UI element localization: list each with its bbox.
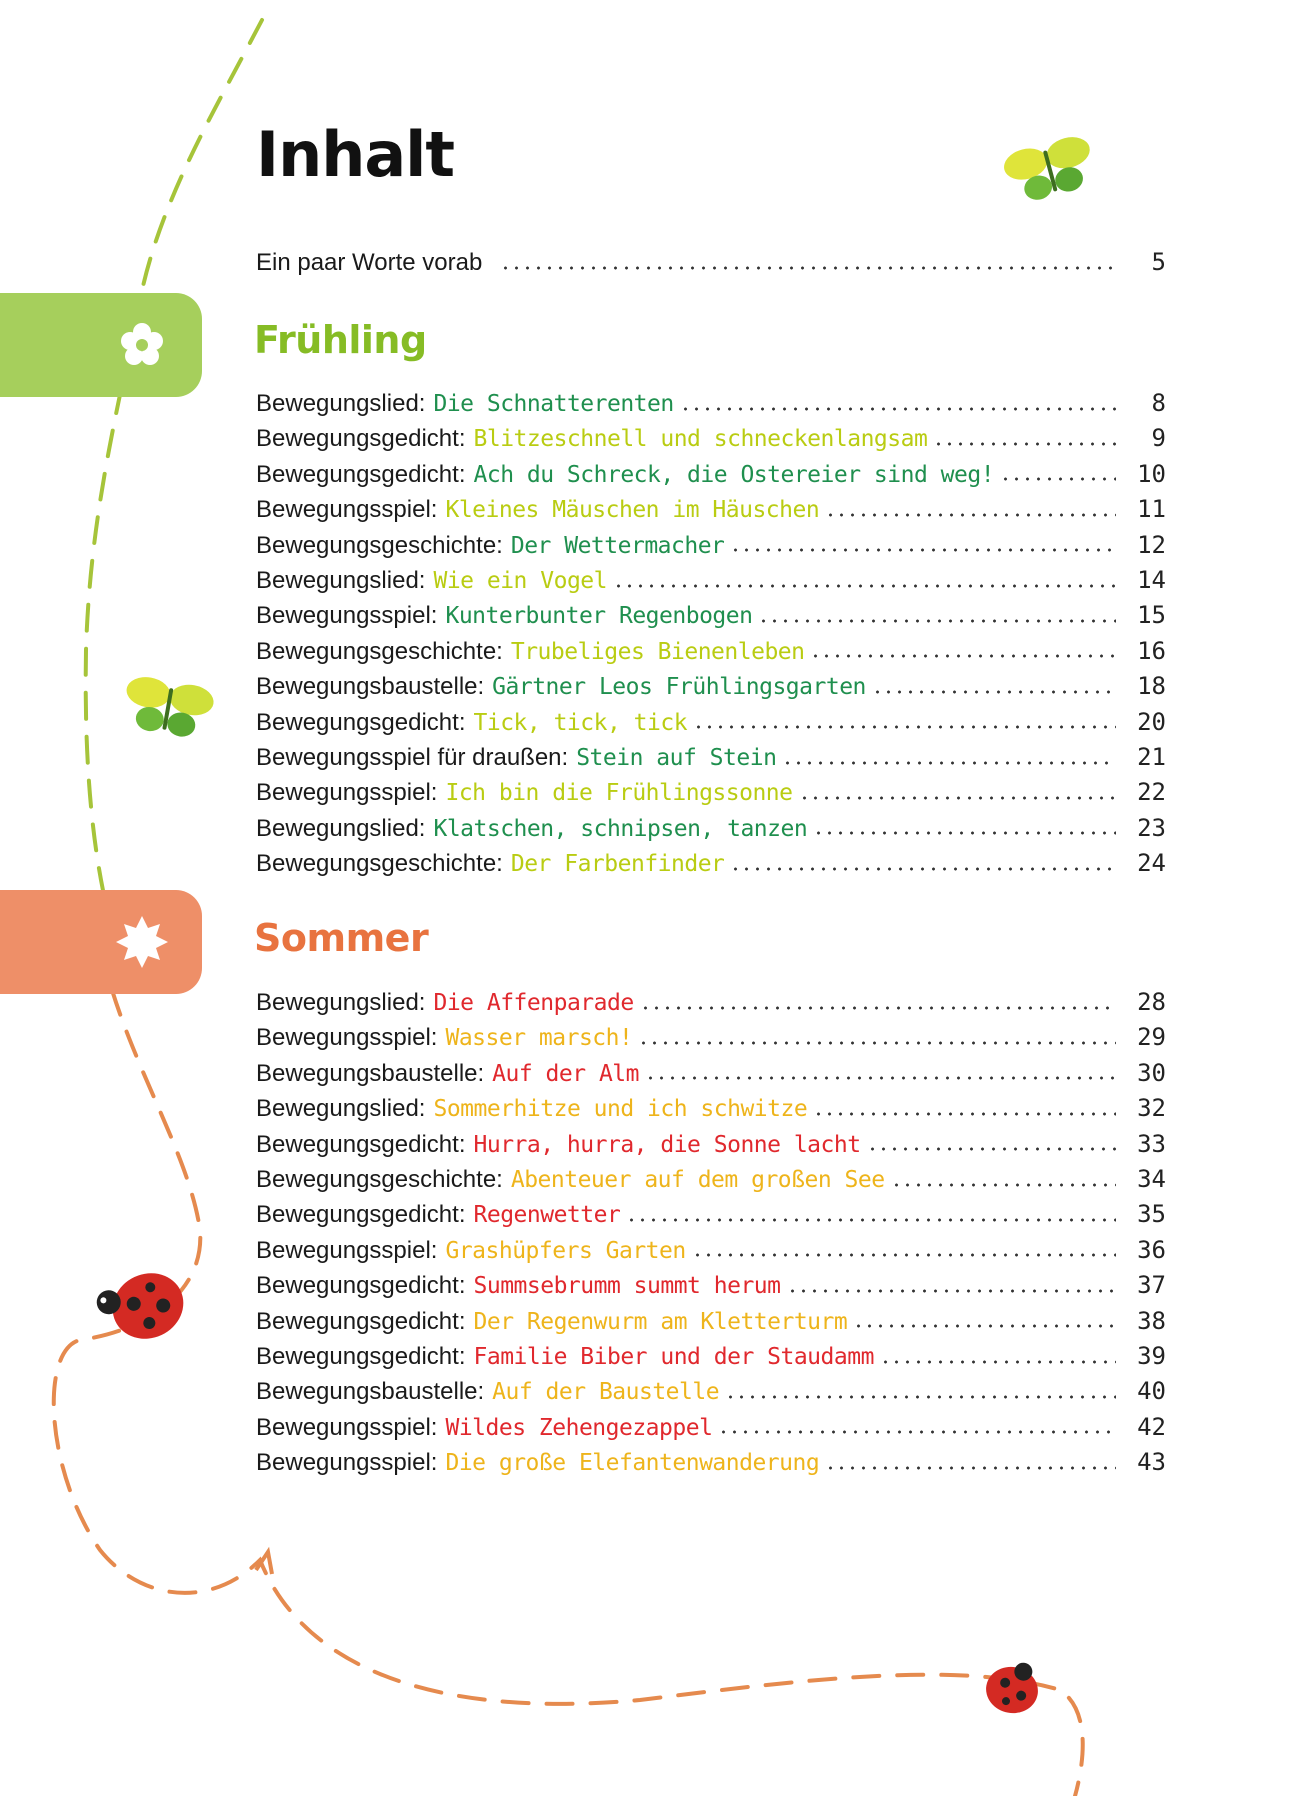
toc-separator: : xyxy=(430,602,438,630)
toc-separator: : xyxy=(430,1449,438,1477)
toc-category: Bewegungsspiel xyxy=(256,1413,431,1441)
toc-category: Bewegungsspiel xyxy=(256,496,431,524)
toc-page-number: 16 xyxy=(1137,636,1166,665)
toc-page-number: 38 xyxy=(1137,1306,1166,1335)
toc-row[interactable] xyxy=(256,1162,1166,1197)
toc-page-number: 34 xyxy=(1137,1165,1166,1193)
toc-title: Blitzeschnell und schneckenlangsam xyxy=(473,426,928,453)
toc-title: Grashüpfers Garten xyxy=(445,1237,686,1264)
toc-title: Klatschen, schnipsen, tanzen xyxy=(433,815,808,842)
toc-row[interactable] xyxy=(256,1127,1166,1162)
toc-title: Hurra, hurra, die Sonne lacht xyxy=(473,1131,861,1158)
toc-separator: : xyxy=(418,989,426,1016)
toc-title: Auf der Alm xyxy=(492,1060,639,1087)
dot-leader xyxy=(813,1111,1116,1117)
toc-title: Wildes Zehengezappel xyxy=(445,1414,713,1441)
toc-row[interactable] xyxy=(256,492,1166,527)
toc-page-number: 8 xyxy=(1151,389,1166,417)
dot-leader xyxy=(867,1146,1116,1152)
toc-separator: : xyxy=(430,496,438,524)
toc-row[interactable] xyxy=(256,1233,1166,1268)
dot-leader xyxy=(693,724,1116,730)
dot-leader xyxy=(680,406,1116,412)
toc-page-number: 37 xyxy=(1137,1271,1166,1300)
toc-category: Bewegungsgedicht xyxy=(256,1201,459,1229)
dot-leader xyxy=(1000,476,1116,482)
toc-row[interactable] xyxy=(256,528,1166,563)
summer-section-tab xyxy=(0,890,202,994)
toc-row[interactable] xyxy=(256,421,1166,456)
toc-category: Bewegungslied xyxy=(256,989,419,1016)
toc-row[interactable] xyxy=(256,1304,1166,1339)
dot-leader xyxy=(787,1288,1117,1294)
toc-separator: : xyxy=(477,1378,485,1406)
toc-separator: : xyxy=(418,390,426,417)
toc-title: Ich bin die Frühlingssonne xyxy=(445,780,793,807)
toc-separator: : xyxy=(458,1307,466,1335)
dot-leader xyxy=(853,1323,1116,1329)
page-title: Inhalt xyxy=(256,118,455,191)
toc-title: Gärtner Leos Frühlingsgarten xyxy=(492,674,866,701)
dot-leader xyxy=(730,547,1116,553)
dot-leader xyxy=(645,1075,1116,1081)
toc-category: Bewegungsgedicht xyxy=(256,1343,459,1370)
toc-title: Kunterbunter Regenbogen xyxy=(445,603,753,630)
dot-leader xyxy=(613,583,1116,589)
toc-page-number: 42 xyxy=(1137,1412,1166,1441)
toc-row[interactable] xyxy=(256,457,1166,492)
toc-separator: : xyxy=(496,1166,503,1193)
toc-row[interactable] xyxy=(256,775,1166,810)
toc-row[interactable] xyxy=(256,811,1166,846)
dot-leader xyxy=(825,512,1116,518)
toc-row[interactable] xyxy=(256,1339,1166,1374)
toc-category: Bewegungsgeschichte xyxy=(256,637,497,665)
toc-title: Auf der Baustelle xyxy=(492,1379,720,1406)
toc-separator: : xyxy=(418,567,426,594)
toc-row[interactable] xyxy=(256,669,1166,704)
butterfly-icon xyxy=(120,674,216,741)
toc-page-number: 35 xyxy=(1137,1200,1166,1229)
ladybug-icon xyxy=(982,1657,1042,1717)
dot-leader xyxy=(933,441,1116,447)
toc-title: Wasser marsch! xyxy=(445,1025,633,1052)
dot-leader xyxy=(782,760,1116,766)
toc-row[interactable] xyxy=(256,598,1166,633)
toc-row[interactable] xyxy=(256,1268,1166,1303)
toc-title: Die Schnatterenten xyxy=(433,391,674,417)
toc-title: Der Wettermacher xyxy=(510,532,725,559)
toc-page-number: 32 xyxy=(1137,1094,1166,1123)
toc-separator: : xyxy=(430,1413,438,1441)
toc-page-number: 12 xyxy=(1137,530,1166,559)
toc-row[interactable] xyxy=(256,1091,1166,1126)
toc-page-number: 39 xyxy=(1137,1342,1166,1370)
sun-icon xyxy=(112,912,172,972)
toc-row[interactable] xyxy=(256,1445,1166,1480)
toc-row-intro[interactable] xyxy=(256,245,1166,280)
toc-row[interactable] xyxy=(256,705,1166,740)
toc-separator: : xyxy=(418,814,426,842)
toc-row[interactable] xyxy=(256,1374,1166,1409)
toc-category: Bewegungsspiel xyxy=(256,602,431,630)
dot-leader xyxy=(758,618,1116,624)
toc-category: Bewegungsgedicht xyxy=(256,425,459,453)
toc-title: Sommerhitze und ich schwitze xyxy=(433,1096,808,1123)
toc-category: Bewegungsbaustelle xyxy=(256,1059,478,1087)
toc-row[interactable] xyxy=(256,846,1166,881)
toc-intro-label: Ein paar Worte vorab xyxy=(256,249,483,276)
toc-separator: : xyxy=(561,744,569,771)
dot-leader xyxy=(725,1394,1116,1400)
spring-section-tab xyxy=(0,293,202,397)
toc-separator: : xyxy=(430,779,438,807)
toc-category: Bewegungsbaustelle xyxy=(256,1378,478,1406)
toc-separator: : xyxy=(458,460,466,488)
toc-row[interactable] xyxy=(256,563,1166,598)
toc-row[interactable] xyxy=(256,1020,1166,1055)
toc-row[interactable] xyxy=(256,386,1166,421)
toc-separator: : xyxy=(496,850,503,878)
toc-page-number: 43 xyxy=(1137,1448,1166,1477)
toc-category: Bewegungsbaustelle xyxy=(256,673,478,701)
toc-category: Bewegungsgeschichte xyxy=(256,1166,497,1193)
toc-page-number: 40 xyxy=(1137,1377,1166,1406)
toc-category: Bewegungsgeschichte xyxy=(256,850,497,878)
toc-page-number: 20 xyxy=(1137,707,1166,736)
toc-page-number: 23 xyxy=(1137,813,1166,842)
toc-page-number: 36 xyxy=(1137,1235,1166,1264)
dot-leader xyxy=(692,1252,1116,1258)
toc-separator: : xyxy=(477,1059,485,1087)
section-title-spring: Frühling xyxy=(254,318,427,362)
toc-separator: : xyxy=(418,1095,426,1123)
toc-category: Bewegungslied xyxy=(256,567,419,594)
toc-category: Bewegungsgedicht xyxy=(256,1307,459,1335)
toc-separator: : xyxy=(477,673,485,701)
toc-category: Bewegungsgeschichte xyxy=(256,531,497,559)
toc-separator: : xyxy=(458,1130,466,1158)
toc-row[interactable] xyxy=(256,740,1166,775)
toc-page-number: 28 xyxy=(1137,988,1166,1016)
dot-leader xyxy=(825,1465,1116,1471)
section-title-summer: Sommer xyxy=(254,916,429,960)
toc-page-number: 33 xyxy=(1137,1129,1166,1158)
dot-leader xyxy=(891,1182,1116,1188)
toc-page-number: 10 xyxy=(1137,459,1166,488)
ladybug-icon xyxy=(93,1262,194,1355)
butterfly-icon xyxy=(1001,133,1100,207)
toc-category: Bewegungsspiel xyxy=(256,1449,431,1477)
toc-separator: : xyxy=(430,1024,438,1052)
toc-title: Die Affenparade xyxy=(433,990,634,1016)
toc-category: Bewegungsspiel xyxy=(256,1236,431,1264)
dot-leader xyxy=(718,1429,1116,1435)
toc-category: Bewegungslied xyxy=(256,814,419,842)
toc-row[interactable] xyxy=(256,634,1166,669)
toc-category: Bewegungsgedicht xyxy=(256,460,459,488)
dot-leader xyxy=(799,795,1117,801)
dot-leader xyxy=(880,1359,1116,1365)
toc-title: Stein auf Stein xyxy=(576,745,777,771)
toc-title: Die große Elefantenwanderung xyxy=(445,1450,820,1477)
toc-category: Bewegungslied xyxy=(256,390,419,417)
dot-leader xyxy=(810,653,1116,659)
dot-leader xyxy=(638,1040,1116,1046)
toc-title: Summsebrumm summt herum xyxy=(473,1273,781,1300)
toc-title: Wie ein Vogel xyxy=(433,568,607,594)
toc-separator: : xyxy=(458,708,466,736)
dot-leader xyxy=(872,689,1116,695)
toc-category: Bewegungsgedicht xyxy=(256,708,459,736)
toc-page-number: 15 xyxy=(1137,601,1166,630)
dot-leader xyxy=(626,1217,1116,1223)
toc-category: Bewegungsgedicht xyxy=(256,1130,459,1158)
toc-page-number: 21 xyxy=(1137,743,1166,771)
toc-page-number: 14 xyxy=(1137,566,1166,594)
dot-leader xyxy=(730,866,1116,872)
toc-title: Familie Biber und der Staudamm xyxy=(473,1344,874,1370)
toc-title: Der Regenwurm am Kletterturm xyxy=(473,1308,848,1335)
toc-separator: : xyxy=(458,1343,466,1370)
toc-separator: : xyxy=(496,637,503,665)
toc-category: Bewegungslied xyxy=(256,1095,419,1123)
toc-page-number: 9 xyxy=(1151,424,1166,453)
toc-page-number: 11 xyxy=(1137,495,1166,524)
dot-leader xyxy=(640,1005,1116,1011)
toc-category: Bewegungsspiel xyxy=(256,1024,431,1052)
toc-title: Trubeliges Bienenleben xyxy=(510,638,805,665)
toc-category: Bewegungsspiel xyxy=(256,779,431,807)
toc-category: Bewegungsgedicht xyxy=(256,1272,459,1300)
toc-page-number: 5 xyxy=(1151,248,1166,276)
green-dashed-path xyxy=(86,20,262,900)
dot-leader xyxy=(813,830,1116,836)
toc-title: Kleines Mäuschen im Häuschen xyxy=(445,497,820,524)
dot-leader xyxy=(500,265,1116,271)
toc-title: Ach du Schreck, die Ostereier sind weg! xyxy=(473,461,995,488)
toc-separator: : xyxy=(458,1201,466,1229)
toc-separator: : xyxy=(458,425,466,453)
flower-icon xyxy=(112,315,172,375)
toc-separator: : xyxy=(430,1236,438,1264)
toc-row[interactable] xyxy=(256,985,1166,1020)
toc-page-number: 24 xyxy=(1137,849,1166,878)
toc-title: Regenwetter xyxy=(473,1202,621,1229)
toc-page-number: 18 xyxy=(1137,672,1166,701)
toc-title: Der Farbenfinder xyxy=(510,851,725,878)
toc-title: Abenteuer auf dem großen See xyxy=(510,1167,885,1193)
toc-page-number: 29 xyxy=(1137,1023,1166,1052)
toc-title: Tick, tick, tick xyxy=(473,709,688,736)
toc-row[interactable] xyxy=(256,1410,1166,1445)
toc-page-number: 30 xyxy=(1137,1058,1166,1087)
toc-row[interactable] xyxy=(256,1197,1166,1232)
toc-category: Bewegungsspiel für draußen xyxy=(256,744,562,771)
toc-separator: : xyxy=(496,531,503,559)
toc-separator: : xyxy=(458,1272,466,1300)
toc-page-number: 22 xyxy=(1137,778,1166,807)
toc-row[interactable] xyxy=(256,1056,1166,1091)
